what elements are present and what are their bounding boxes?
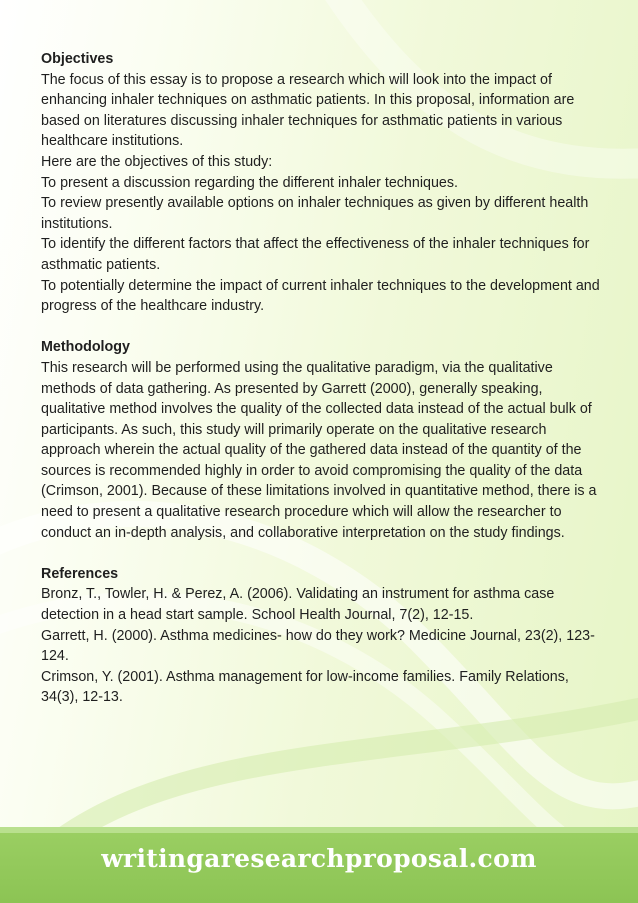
objectives-paragraph: To review presently available options on inhaler techniques as given by different health institutions. xyxy=(41,195,589,232)
footer-site-url: writingaresearchproposal.com xyxy=(101,844,537,873)
document-body xyxy=(41,49,601,729)
methodology-section xyxy=(41,337,601,543)
methodology-paragraph: This research will be performed using the qualitative paradigm, via the qualitative methods of data gathering. As presented by Garrett (2000), generally speaking, qualitative method involves the quality of the collected data instead of the actual bulk of participants. As such, this study will primarily operate on the qualitative research approach wherein the actual quality of the gathered data instead of the quantity of the sources is recommended highly in order to avoid compromising the quality of the data (Crimson, 2001). Because of these limitations involved in quantitative method, there is a need to present a qualitative research procedure which will allow the researcher to conduct an in-depth analysis, and collaborative interpretation on the study findings. xyxy=(41,359,597,541)
objectives-paragraph: To present a discussion regarding the different inhaler techniques. xyxy=(41,174,458,191)
reference-item: Bronz, T., Towler, H. & Perez, A. (2006). Validating an instrument for asthma case detection in a head start sample. School Health Journal, 7(2), 12-15. xyxy=(41,586,555,624)
footer-highlight xyxy=(0,827,638,833)
objectives-section xyxy=(41,49,601,317)
objectives-paragraph: The focus of this essay is to propose a research which will look into the impact of enhancing inhaler techniques on asthmatic patients. In this proposal, information are based on literatures discussing inhaler techniques for asthmatic patients in various healthcare institutions. xyxy=(41,71,575,150)
objectives-heading: Objectives xyxy=(41,51,114,67)
objectives-paragraph: To potentially determine the impact of current inhaler techniques to the development and progress of the healthcare industry. xyxy=(41,277,600,315)
references-section xyxy=(41,564,601,708)
references-heading: References xyxy=(41,565,119,582)
methodology-heading: Methodology xyxy=(41,339,130,356)
footer-bar xyxy=(0,827,638,903)
objectives-paragraph: Here are the objectives of this study: xyxy=(41,153,273,170)
reference-item: Crimson, Y. (2001). Asthma management for low-income families. Family Relations, 34(3), 12-13. xyxy=(41,668,569,706)
reference-item: Garrett, H. (2000). Asthma medicines- how do they work? Medicine Journal, 23(2), 123-124. xyxy=(41,627,595,665)
objectives-paragraph: To identify the different factors that affect the effectiveness of the inhaler techniques for asthmatic patients. xyxy=(41,236,590,273)
